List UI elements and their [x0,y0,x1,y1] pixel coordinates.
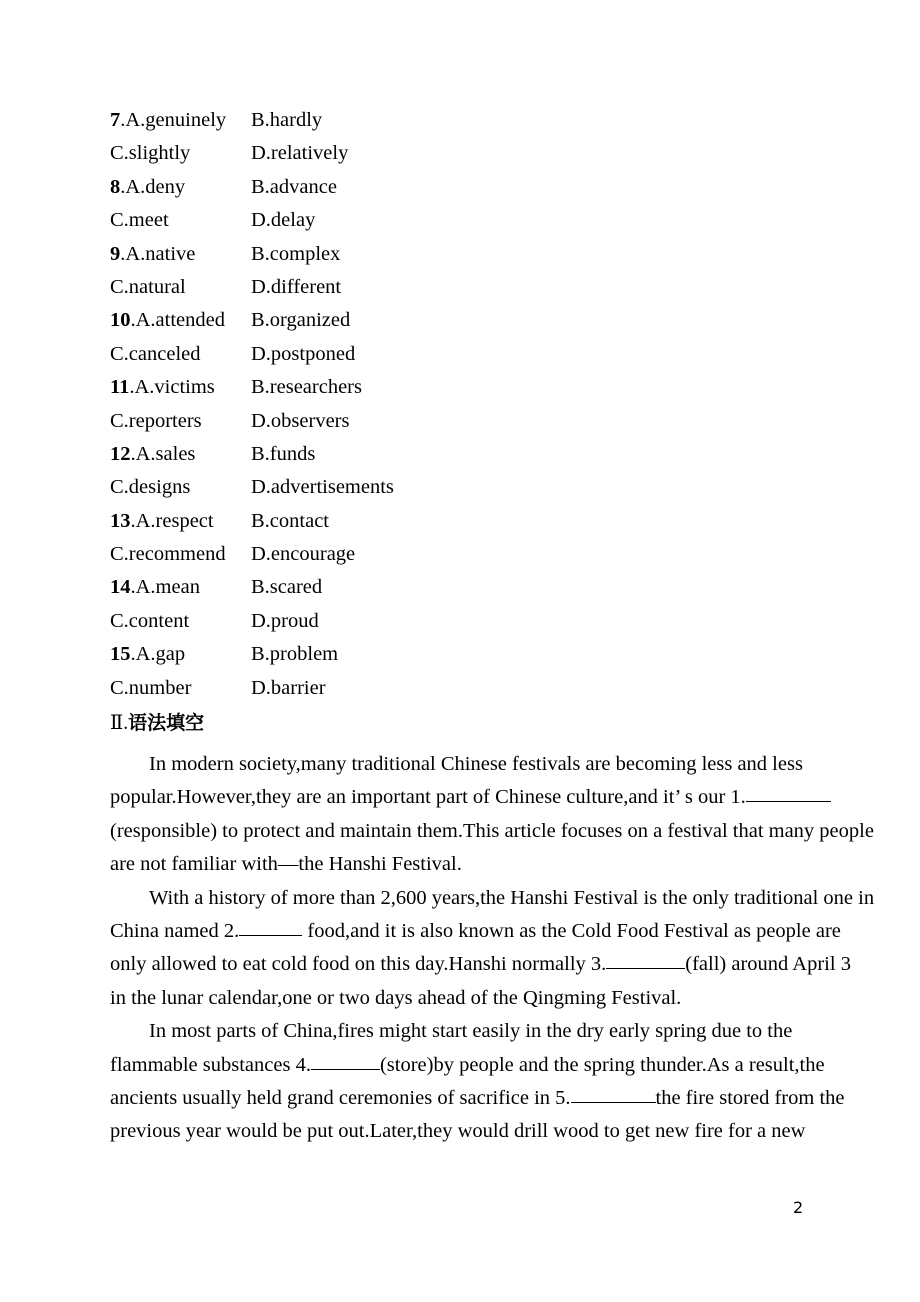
fill-in-blank[interactable] [571,1087,656,1103]
option-label-right: B.scared [251,576,323,599]
option-label-right: B.researchers [251,376,362,399]
passage-text: (responsible) to protect and maintain them.This article focuses on a festival that many people [110,819,874,842]
passage-text: popular.However,they are an important part of Chinese culture,and it’ s our 1. [110,786,746,809]
option-choice-right[interactable] [251,471,394,504]
option-label-right: D.proud [251,609,319,632]
option-choice-right[interactable] [251,672,326,705]
passage-line [110,948,851,981]
option-choice-left[interactable] [110,405,251,438]
option-choice-left[interactable] [110,338,251,371]
option-label-left: .A.native [120,242,196,265]
passage-line [110,915,841,948]
passage-text: in the lunar calendar,one or two days ahead of the Qingming Festival. [110,986,682,1009]
option-label-left: C.content [110,609,190,632]
option-row [110,471,820,504]
option-choice-left[interactable] [110,538,251,571]
option-label-left: C.natural [110,275,186,298]
page-number: 2 [793,1198,804,1217]
question-number: 14 [110,576,131,599]
passage-line [110,882,875,915]
option-choice-left[interactable] [110,371,251,404]
option-label-left: C.recommend [110,543,226,566]
option-row [110,204,820,237]
option-label-left: .A.respect [130,509,214,532]
option-choice-left[interactable] [110,505,251,538]
option-choice-left[interactable] [110,104,251,137]
option-choice-left[interactable] [110,571,251,604]
option-label-left: .A.attended [130,309,225,332]
option-row [110,638,820,671]
section-title: 语法填空 [128,712,205,734]
passage-line [110,1082,845,1115]
option-choice-right[interactable] [251,571,322,604]
option-row [110,271,820,304]
passage-text: China named 2. [110,919,240,942]
option-label-right: D.delay [251,209,316,232]
option-label-left: .A.gap [130,643,186,666]
option-row [110,104,820,137]
option-choice-right[interactable] [251,171,337,204]
option-choice-left[interactable] [110,137,251,170]
question-number: 10 [110,309,131,332]
option-row [110,538,820,571]
option-row [110,571,820,604]
option-choice-left[interactable] [110,304,251,337]
option-choice-right[interactable] [251,204,315,237]
section-heading-grammar-fill [110,709,204,738]
option-choice-right[interactable] [251,505,329,538]
option-label-right: B.contact [251,509,329,532]
option-label-right: D.observers [251,409,350,432]
option-row [110,137,820,170]
section-numeral: Ⅱ. [110,713,129,734]
multiple-choice-options-block [110,104,820,705]
passage-line [110,1049,825,1082]
option-choice-left[interactable] [110,271,251,304]
option-label-left: .A.mean [130,576,200,599]
question-number: 7 [110,109,121,131]
option-label-right: D.relatively [251,142,349,165]
option-choice-left[interactable] [110,171,251,204]
passage-text: the fire stored from the [655,1086,845,1109]
question-number: 15 [110,643,131,666]
option-row [110,238,820,271]
option-label-left: .A.genuinely [120,109,227,131]
passage-text: (fall) around April 3 [685,953,851,976]
passage-text: (store)by people and the spring thunder.As a result,the [379,1053,825,1076]
fill-in-blank[interactable] [239,920,302,936]
passage-line [110,781,816,814]
passage-text: food,and it is also known as the Cold Food Festival as people are [302,919,841,942]
passage-line [110,982,816,1015]
option-choice-right[interactable] [251,405,350,438]
option-label-left: C.designs [110,476,191,499]
option-label-left: C.slightly [110,142,191,165]
passage-text: only allowed to eat cold food on this day.Hanshi normally 3. [110,953,607,976]
option-row [110,405,820,438]
option-row [110,605,820,638]
fill-in-blank[interactable] [746,786,831,802]
option-row [110,371,820,404]
passage-line [110,815,874,848]
fill-in-blank[interactable] [311,1054,380,1070]
option-label-right: D.advertisements [251,476,394,499]
option-label-right: B.advance [251,175,337,198]
option-label-left: .A.victims [129,376,215,399]
option-choice-right[interactable] [251,137,348,170]
passage-text: In most parts of China,fires might start easily in the dry early spring due to the [149,1020,793,1043]
option-row [110,338,820,371]
question-number: 13 [110,509,131,532]
option-choice-right[interactable] [251,338,355,371]
option-choice-right[interactable] [251,371,362,404]
option-label-right: D.different [251,275,342,298]
option-choice-left[interactable] [110,204,251,237]
passage-text: In modern society,many traditional Chinese festivals are becoming less and less [149,753,803,775]
option-choice-right[interactable] [251,438,315,471]
option-label-left: C.reporters [110,409,202,432]
option-label-right: B.problem [251,643,339,666]
option-row [110,505,820,538]
passage-line [110,748,816,781]
option-choice-left[interactable] [110,638,251,671]
question-number: 11 [110,376,130,399]
option-choice-right[interactable] [251,605,319,638]
option-label-right: D.barrier [251,676,326,699]
passage-text: previous year would be put out.Later,they would drill wood to get new fire for a new [110,1120,806,1143]
option-choice-left[interactable] [110,438,251,471]
option-label-left: C.canceled [110,342,201,365]
option-choice-right[interactable] [251,271,341,304]
option-row [110,171,820,204]
passage-text: flammable substances 4. [110,1053,311,1076]
option-label-left: C.number [110,676,192,699]
fill-in-blank[interactable] [606,953,685,969]
option-choice-left[interactable] [110,672,251,705]
passage-text: are not familiar with—the Hanshi Festival. [110,853,462,876]
option-label-right: B.complex [251,242,341,265]
reading-passage [110,748,875,1149]
option-label-left: .A.deny [120,175,186,198]
option-label-right: D.postponed [251,342,356,365]
option-row [110,304,820,337]
option-label-right: B.hardly [251,109,323,131]
option-label-left: .A.sales [130,442,196,465]
option-choice-right[interactable] [251,638,338,671]
option-label-left: C.meet [110,209,169,232]
question-number: 8 [110,175,121,198]
option-choice-right[interactable] [251,538,355,571]
option-label-right: B.funds [251,442,316,465]
option-choice-left[interactable] [110,238,251,271]
passage-text: ancients usually held grand ceremonies of sacrifice in 5. [110,1086,571,1109]
option-choice-left[interactable] [110,471,251,504]
option-row [110,438,820,471]
option-label-right: B.organized [251,309,351,332]
option-choice-right[interactable] [251,238,340,271]
question-number: 12 [110,442,131,465]
passage-text: With a history of more than 2,600 years,the Hanshi Festival is the only traditional one in [149,886,875,909]
passage-line [110,848,816,881]
passage-line [110,1015,816,1048]
question-number: 9 [110,242,121,265]
option-choice-right[interactable] [251,304,350,337]
passage-line [110,1115,816,1148]
option-label-right: D.encourage [251,543,356,566]
option-row [110,672,820,705]
option-choice-right[interactable] [251,104,322,137]
option-choice-left[interactable] [110,605,251,638]
